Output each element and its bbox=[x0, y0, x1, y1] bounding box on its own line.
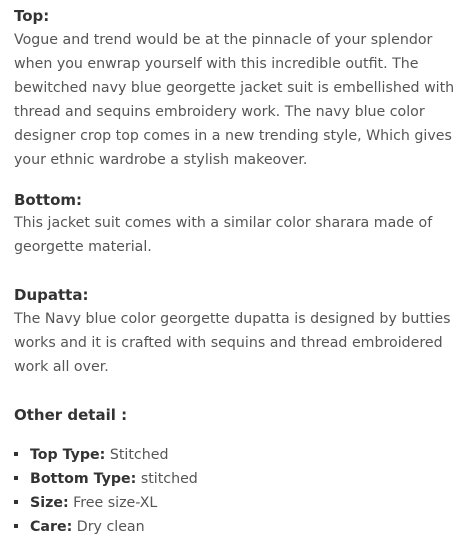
other-detail-heading: Other detail : bbox=[14, 406, 128, 424]
bullet-icon bbox=[14, 500, 18, 504]
detail-value: stitched bbox=[140, 471, 198, 487]
detail-key: Bottom Type: bbox=[30, 471, 137, 487]
bottom-description: This jacket suit comes with a similar color sharara made of georgette material. bbox=[14, 215, 433, 255]
top-description: Vogue and trend would be at the pinnacle of your splendor when you enwrap yourself with this incredible outfit. The bewitched navy blue georgette jacket suit is embellished with thread and sequins embroidery work. The navy blue color designer crop top comes in a new trending style, Which gives your ethnic wardrobe a stylish makeover. bbox=[14, 32, 455, 168]
dupatta-description: The Navy blue color georgette dupatta is designed by butties works and it is crafted with sequins and thread embroidered work all over. bbox=[14, 311, 451, 375]
detail-item-care bbox=[14, 515, 198, 539]
bullet-icon bbox=[14, 524, 18, 528]
detail-list bbox=[14, 443, 198, 539]
top-heading: Top: bbox=[14, 7, 50, 25]
bullet-icon bbox=[14, 476, 18, 480]
detail-item-bottom-type bbox=[14, 467, 198, 491]
detail-value: Stitched bbox=[109, 447, 169, 463]
bottom-heading: Bottom: bbox=[14, 191, 83, 209]
bullet-icon bbox=[14, 452, 18, 456]
detail-key: Top Type: bbox=[30, 447, 106, 463]
dupatta-heading: Dupatta: bbox=[14, 286, 89, 304]
detail-key: Size: bbox=[30, 495, 69, 511]
detail-value: Dry clean bbox=[76, 519, 145, 535]
detail-item-top-type bbox=[14, 443, 198, 467]
detail-item-size bbox=[14, 491, 198, 515]
detail-value: Free size-XL bbox=[73, 495, 158, 511]
detail-key: Care: bbox=[30, 519, 73, 535]
